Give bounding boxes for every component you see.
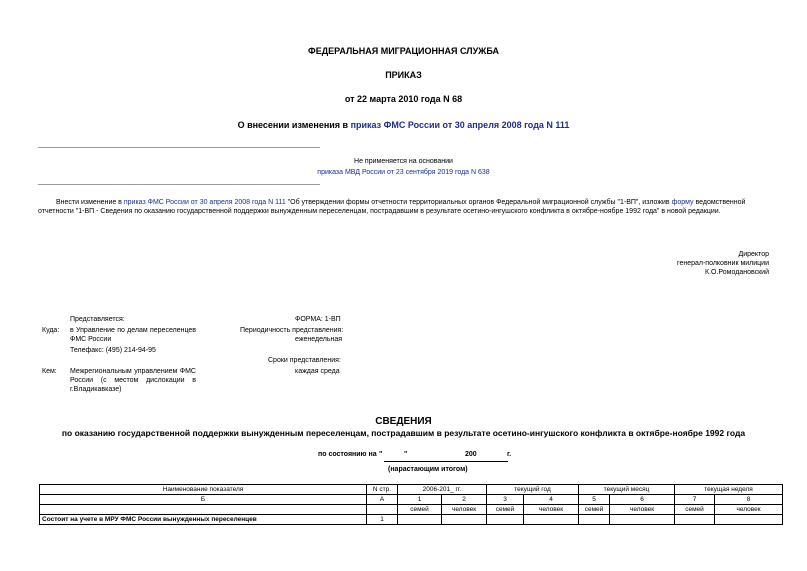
from-label: Кем: — [42, 368, 57, 375]
signature-block — [677, 250, 769, 277]
sub-families: семей — [398, 505, 442, 515]
body-text-1: Внести изменение в — [56, 199, 124, 206]
stats-table — [39, 484, 783, 525]
deadline-value: каждая среда — [295, 368, 340, 375]
to-label: Куда: — [42, 327, 60, 334]
header-period-1: 2006-201_ гг. — [398, 485, 487, 495]
col-num: 6 — [610, 495, 675, 505]
col-num: 4 — [524, 495, 579, 505]
divider-bottom — [38, 184, 320, 185]
sub-persons: человек — [442, 505, 487, 515]
signature-name: К.О.Ромодановский — [705, 269, 769, 276]
col-num: 3 — [487, 495, 524, 505]
deadline-label: Сроки представления: — [268, 357, 341, 364]
sub-families: семей — [487, 505, 524, 515]
divider-top — [38, 147, 320, 148]
as-of-year: 200 — [465, 451, 477, 458]
quote-close: " — [404, 451, 408, 458]
empty-cell — [579, 515, 610, 525]
submit-label: Представляется: — [70, 316, 125, 323]
notice-line-1: Не применяется на основании — [354, 158, 453, 165]
sub-persons: человек — [610, 505, 675, 515]
header-period-2: текущий год — [487, 485, 579, 495]
col-num: 2 — [442, 495, 487, 505]
sub-families: семей — [579, 505, 610, 515]
table-row — [40, 515, 783, 525]
sub-persons: человек — [715, 505, 783, 515]
signature-rank: генерал-полковник милиции — [677, 260, 769, 267]
empty-cell — [610, 515, 675, 525]
header-row-no: N стр. — [367, 485, 398, 495]
notice-link[interactable]: приказа МВД России от 23 сентября 2019 года N 638 — [317, 169, 490, 176]
date-underline — [384, 461, 508, 462]
table-header-row — [40, 485, 783, 495]
row-label: Состоит на учете в МРУ ФМС России вынужденных переселенцев — [40, 515, 367, 525]
code-b: Б — [40, 495, 367, 505]
cumulative-note: (нарастающим итогом) — [388, 466, 468, 473]
year-suffix: г. — [507, 451, 512, 458]
body-link-order[interactable]: приказ ФМС России от 30 апреля 2008 года N 111 — [123, 199, 286, 206]
empty-cell — [40, 505, 367, 515]
order-title-prefix: О внесении изменения в — [237, 120, 351, 130]
col-num: 7 — [675, 495, 715, 505]
order-title — [0, 120, 807, 130]
empty-cell — [398, 515, 442, 525]
form-code: ФОРМА: 1-ВП — [295, 316, 341, 323]
body-text-4: ведомственной отчетности "1-ВП - Сведения по оказанию государственной поддержки вынужденным переселенцам, пострадавшим в результате осетино-ингушского конфликта в октябре-ноябре 1992 года" — [38, 199, 746, 215]
to-value: в Управление по делам переселенцев ФМС России — [70, 327, 196, 343]
report-title: СВЕДЕНИЯ — [375, 416, 432, 427]
from-value: Межрегиональным управлением ФМС России (с местом дислокации в г.Владикавказе) — [70, 368, 196, 393]
sub-families: семей — [675, 505, 715, 515]
fax: Телефакс: (495) 214-94-95 — [70, 347, 156, 354]
table-code-row — [40, 495, 783, 505]
header-period-3: текущий месяц — [579, 485, 675, 495]
body-text-5: в новой редакции. — [659, 208, 721, 215]
empty-cell — [487, 515, 524, 525]
col-num: 5 — [579, 495, 610, 505]
code-a: А — [367, 495, 398, 505]
freq-value: еженедельная — [295, 336, 343, 343]
header-period-4: текущая неделя — [675, 485, 783, 495]
freq-label: Периодичность представления: — [240, 327, 344, 334]
quote-open: " — [379, 451, 383, 458]
doc-type: ПРИКАЗ — [385, 70, 422, 80]
col-num: 1 — [398, 495, 442, 505]
body-text-3: , изложив — [638, 199, 672, 206]
col-num: 8 — [715, 495, 783, 505]
sub-persons: человек — [524, 505, 579, 515]
body-paragraph — [38, 198, 770, 216]
agency-title: ФЕДЕРАЛЬНАЯ МИГРАЦИОННАЯ СЛУЖБА — [308, 46, 499, 56]
order-title-link[interactable]: приказ ФМС России от 30 апреля 2008 года N 111 — [350, 120, 570, 130]
order-date: от 22 марта 2010 года N 68 — [344, 94, 463, 104]
empty-cell — [442, 515, 487, 525]
signature-position: Директор — [738, 251, 769, 258]
empty-cell — [524, 515, 579, 525]
row-number: 1 — [367, 515, 398, 525]
empty-cell — [675, 515, 715, 525]
header-indicator: Наименование показателя — [40, 485, 367, 495]
empty-cell — [367, 505, 398, 515]
empty-cell — [715, 515, 783, 525]
table-subheader-row — [40, 505, 783, 515]
body-link-form[interactable]: форму — [671, 199, 694, 206]
as-of-label: по состоянию на — [318, 451, 377, 458]
body-text-2: "Об утверждении формы отчетности территориальных органов Федеральной миграционной службы "1-ВП" — [285, 199, 639, 206]
report-subtitle: по оказанию государственной поддержки вынужденным переселенцам, пострадавшим в результате осетино-ингушского конфликта в октябре-ноябре 1992 года — [61, 428, 746, 438]
